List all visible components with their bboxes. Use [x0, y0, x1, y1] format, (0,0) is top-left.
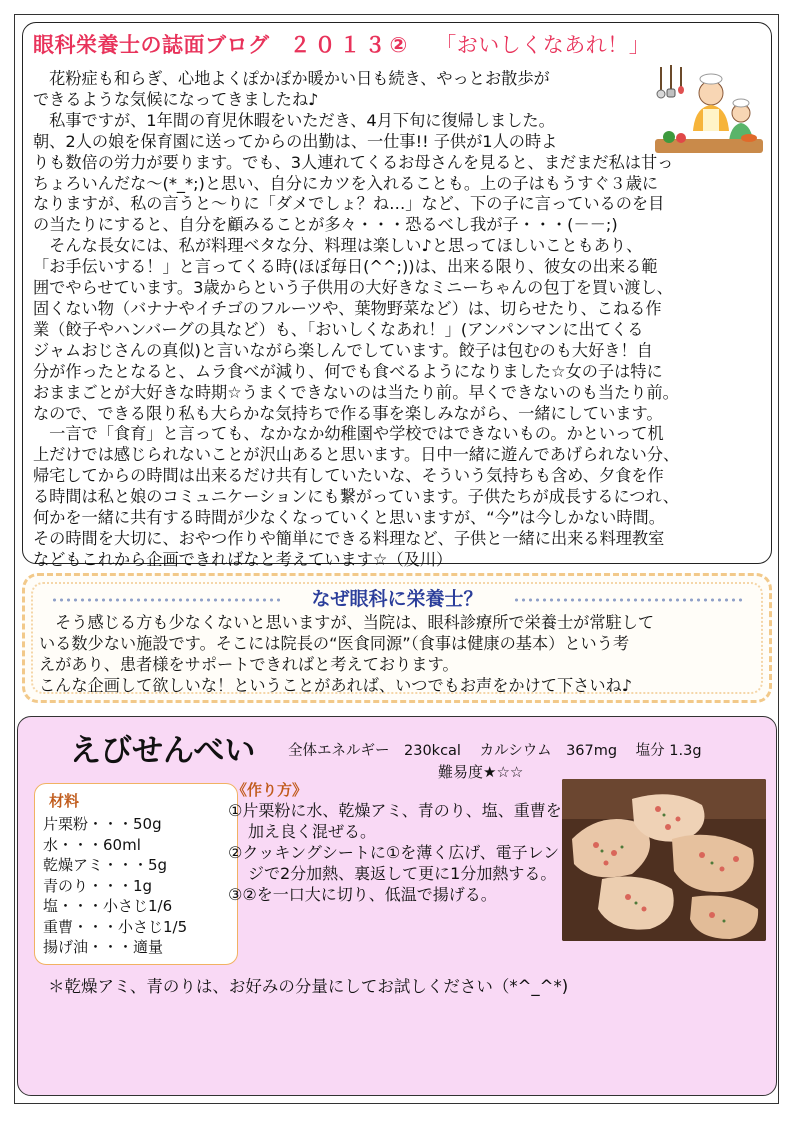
ingredients-card: [34, 783, 238, 965]
chef-illustration: [653, 61, 765, 157]
method-title: 《作り方》: [232, 781, 308, 799]
recipe-nutrition: [288, 739, 716, 760]
recipe-calcium: カルシウム 367mg: [479, 743, 618, 759]
blog-title-subtitle: 「おいしくなあれ！」: [435, 33, 651, 57]
blog-body: 花粉症も和らぎ、心地よくぽかぽか暖かい日も続き、やっとお散歩が できるような気候になってきましたね♪ 私事ですが、1年間の育児休暇をいただき、4月下旬に復帰しました。 朝、2人の娘を保育園に送ってからの出勤は、一仕事!! 子供が1人の時よ りも数倍の労力が要ります。でも、3人連れてくるお母さんを見ると、まだまだ私は甘っ ちょろいんだな～(*_*;)と思い、自分にカツを入れることも。上の子はもうすぐ３歳に なりますが、私の言うと～りに「ダメでしょ？ね…」など、下の子に言っているのを目 の当たりにすると、自分を顧みることが多々・・・恐るべし我が子・・・(－－;) そんな長女には、私が料理ベタな分、料理は楽しい♪と思ってほしいこともあり、 「お手伝いする！」と言ってくる時(ほぼ毎日(^^;))は、出来る限り、彼女の出来る範 囲でやらせています。3歳からという子供用の大好きなミニーちゃんの包丁を買い渡し、 固くない物（バナナやイチゴのフルーツや、葉物野菜など）は、切らせたり、こねる作 業（餃子やハンバーグの具など）も、「おいしくなあれ！」(アンパンマンに出てくる ジャムおじさんの真似)と言いながら楽しんでしています。餃子は包むのも大好き！自 分が作ったとなると、ムラ食べが減り、何でも食べるようになりました☆女の子は特に おままごとが大好きな時期☆うまくできないのは当たり前。早くできないのも当たり前。 なので、できる限り私も大らかな気持ちで作る事を楽しみながら、一緒にしています。 一言で「食育」と言っても、なかなか幼稚園や学校ではできないもの。かといって机 上だけでは感じられないことが沢山あると思います。日中一緒に遊んであげられない分、 帰宅してからの時間は出来るだけ共有していたいな、そういう気持ちも含め、夕食を作 る時間は私と娘のコミュニケーションにも繋がっています。子供たちが成長するにつれ、 何かを一緒に共有する時間が少なくなっていくと思いますが、“今”は今しかない時間。 その時間を大切に、おやつ作りや簡単にできる料理など、子供と一緒に出来る料理教室 などもこれから企画できればなと考えています☆（及川）: [33, 69, 680, 569]
ingredient-item: 揚げ油・・・適量: [43, 938, 164, 956]
ingredients-title: 材料: [49, 792, 80, 810]
recipe-name: えびせんべい: [70, 733, 256, 769]
ingredients-list: [43, 814, 187, 958]
recipe-salt: 塩分 1.3g: [635, 743, 702, 759]
method-block: [228, 779, 568, 905]
why-header: [25, 584, 769, 611]
recipe-difficulty: 難易度★☆☆: [438, 763, 524, 781]
ingredient-item: 塩・・・小さじ1/6: [43, 897, 173, 915]
recipe-section: [17, 716, 777, 1096]
blog-title-main: 眼科栄養士の誌面ブログ: [33, 33, 270, 57]
blog-title: [33, 29, 650, 59]
blog-section: [22, 22, 772, 569]
ingredient-item: 乾燥アミ・・・5g: [43, 856, 168, 874]
ingredient-item: 重曹・・・小さじ1/5: [43, 917, 188, 936]
ingredient-item: 青のり・・・1g: [43, 876, 153, 895]
method-step: ③②を一口大に切り、低温で揚げる。: [228, 885, 497, 904]
method-step: ①片栗粉に水、乾燥アミ、青のり、塩、重曹を加え良く混ぜる。: [228, 801, 562, 841]
ingredient-item: 水・・・60ml: [43, 835, 141, 854]
why-body: そう感じる方も少なくないと思いますが、当院は、眼科診療所で栄養士が常駐して いる数少ない施設です。そこには院長の“医食同源”（食事は健康の基本）という考 えがあり、患者様をサポートできればと考えております。 こんな企画して欲しいな！ということがあれば、いつでもお声をかけて下さいね♪: [39, 613, 655, 695]
shrimp-cracker-photo: [562, 779, 766, 941]
why-section: [22, 573, 772, 703]
recipe-energy: 全体エネルギー 230kcal: [288, 743, 461, 759]
ingredient-item: 片栗粉・・・50g: [43, 815, 162, 833]
blog-title-issue: ２０１３②: [289, 33, 412, 57]
method-step: ②クッキングシートに①を薄く広げ、電子レンジで2分加熱、裏返して更に1分加熱する。: [228, 843, 560, 883]
why-title: なぜ眼科に栄養士？: [303, 584, 490, 611]
recipe-note: ＊乾燥アミ、青のりは、お好みの分量にしてお試しください（*^_^*): [48, 977, 569, 996]
